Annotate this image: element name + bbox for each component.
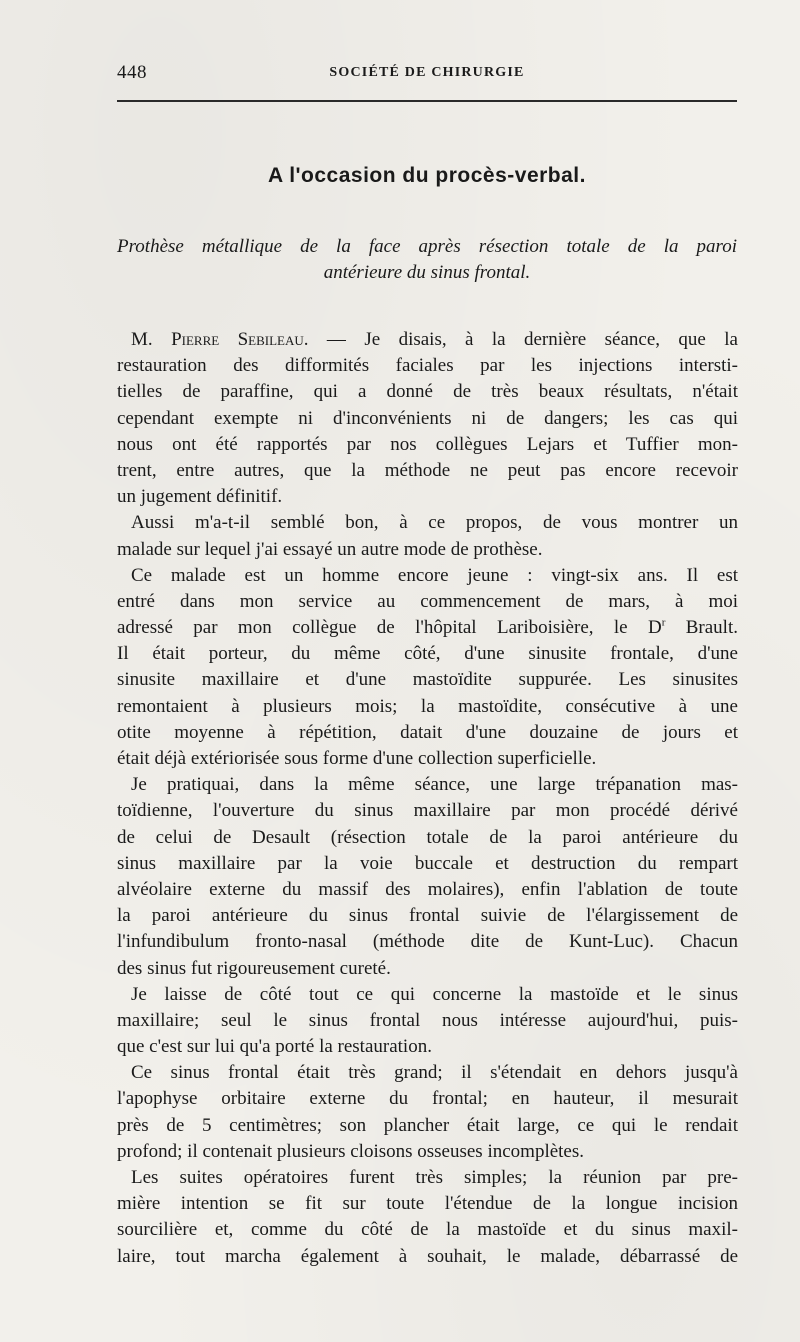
text-line: la paroi antérieure du sinus frontal suivie de l'élargissement de (117, 905, 738, 927)
text-line: près de 5 centimètres; son plancher était large, ce qui le rendait (117, 1114, 738, 1136)
text-line: profond; il contenait plusieurs cloisons osseuses incomplètes. (117, 1140, 585, 1162)
text-line: Ce malade est un homme encore jeune : vingt-six ans. Il est (131, 564, 738, 586)
running-head: SOCIÉTÉ DE CHIRURGIE (329, 65, 525, 80)
body-text (117, 327, 738, 1270)
text-line (117, 615, 738, 641)
text-line: tielles de paraffine, qui a donné de très beaux résultats, n'était (117, 381, 738, 403)
text-line: Je pratiquai, dans la même séance, une large trépanation mas- (131, 774, 738, 796)
article-subtitle (117, 234, 737, 286)
page-header (117, 62, 737, 86)
text-line: entré dans mon service au commencement de mars, à moi (117, 590, 738, 612)
text-line: Je laisse de côté tout ce qui concerne la mastoïde et le sinus (131, 983, 738, 1005)
page-number: 448 (117, 62, 147, 83)
text-line: alvéolaire externe du massif des molaires), enfin l'ablation de toute (117, 878, 738, 900)
text-line: toïdienne, l'ouverture du sinus maxillaire par mon procédé dérivé (117, 800, 738, 822)
text-line: l'infundibulum fronto-nasal (méthode dite de Kunt-Luc). Chacun (117, 931, 738, 953)
speaker-name: Pierre Sebileau. (171, 329, 309, 350)
text-line: nous ont été rapportés par nos collègues Lejars et Tuffier mon- (117, 433, 738, 455)
text-line: maxillaire; seul le sinus frontal nous intéresse aujourd'hui, puis- (117, 1009, 738, 1031)
speaker-prefix: M. (131, 329, 172, 350)
section-title: A l'occasion du procès-verbal. (268, 164, 586, 187)
text-line: malade sur lequel j'ai essayé un autre mode de prothèse. (117, 538, 543, 560)
text-line-content: adressé par mon collègue de l'hôpital Lariboisière, le D (117, 617, 662, 639)
text-line: mière intention se fit sur toute l'étendue de la longue incision (117, 1193, 738, 1215)
text-line: des sinus fut rigoureusement cureté. (117, 957, 391, 979)
text-line: otite moyenne à répétition, datait d'une douzaine de jours et (117, 721, 738, 743)
text-line: cependant exempte ni d'inconvénients ni de dangers; les cas qui (117, 407, 738, 429)
subtitle-line-1: Prothèse métallique de la face après résection totale de la paroi (117, 236, 737, 257)
text-line: laire, tout marcha également à souhait, le malade, débarrassé de (117, 1245, 738, 1267)
header-rule (117, 100, 737, 102)
superscript: r (661, 616, 666, 629)
text-line: remontaient à plusieurs mois; la mastoïdite, consécutive à une (117, 695, 738, 717)
text-line-content: — Je disais, à la dernière séance, que la (308, 329, 738, 350)
text-line: Les suites opératoires furent très simples; la réunion par pre- (131, 1167, 738, 1188)
text-line: Ce sinus frontal était très grand; il s'étendait en dehors jusqu'à (131, 1062, 738, 1084)
text-line: que c'est sur lui qu'a porté la restauration. (117, 1036, 432, 1058)
text-line: sinus maxillaire par la voie buccale et destruction du rempart (117, 852, 738, 874)
text-line: sinusite maxillaire et d'une mastoïdite suppurée. Les sinusites (117, 669, 738, 691)
text-line: Aussi m'a-t-il semblé bon, à ce propos, de vous montrer un (131, 512, 738, 534)
text-line: de celui de Desault (résection totale de la paroi antérieure du (117, 826, 738, 848)
text-line: un jugement définitif. (117, 486, 283, 508)
text-line: trent, entre autres, que la méthode ne peut pas encore recevoir (117, 459, 738, 481)
text-line-content: Brault. (665, 617, 738, 639)
text-line: Il était porteur, du même côté, d'une sinusite frontale, d'une (117, 643, 738, 665)
text-line (117, 327, 738, 353)
text-line: restauration des difformités faciales par les injections intersti- (117, 355, 738, 377)
text-line: était déjà extériorisée sous forme d'une collection superficielle. (117, 748, 597, 769)
text-line: sourcilière et, comme du côté de la mastoïde et du sinus maxil- (117, 1219, 738, 1241)
subtitle-line-2: antérieure du sinus frontal. (323, 262, 531, 283)
text-line: l'apophyse orbitaire externe du frontal; en hauteur, il mesurait (117, 1088, 738, 1110)
